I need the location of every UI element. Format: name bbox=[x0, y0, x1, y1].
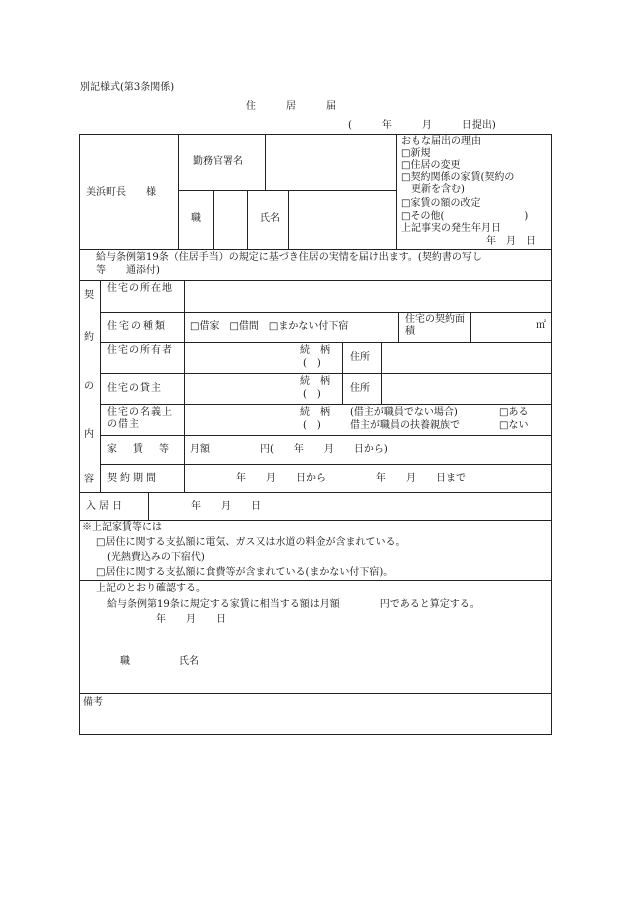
owner-address-field[interactable] bbox=[383, 344, 550, 372]
confirm-date[interactable]: 年 月 日 bbox=[156, 614, 226, 625]
rent-label: 家 賃 等 bbox=[107, 444, 172, 455]
office-label: 勤務官署名 bbox=[193, 156, 243, 167]
reason-other[interactable]: □その他( ) bbox=[401, 211, 529, 222]
lender-label: 住宅の貸主 bbox=[107, 383, 162, 394]
nominal-condition-2: 借主が職員の扶養親族で bbox=[350, 420, 460, 431]
owner-address-label: 住所 bbox=[350, 352, 370, 363]
form-label: 別記様式(第3条関係) bbox=[80, 82, 175, 93]
office-field[interactable] bbox=[266, 136, 395, 189]
remarks-label: 備考 bbox=[83, 697, 103, 708]
declaration-line2: 等 通添付) bbox=[96, 265, 160, 276]
move-in-date[interactable]: 年 月 日 bbox=[191, 501, 261, 512]
submit-date: ( 年 月 日提出) bbox=[348, 120, 496, 131]
move-in-label: 入居日 bbox=[86, 501, 125, 512]
note-meals[interactable]: □居住に関する支払額に食費等が含まれている(まかない付下宿)。 bbox=[96, 567, 394, 578]
area-unit: ㎡ bbox=[536, 320, 546, 331]
lender-relation-field[interactable]: ( ) bbox=[303, 389, 321, 400]
owner-relation-field[interactable]: ( ) bbox=[303, 358, 321, 369]
form-title: 住 居 届 bbox=[246, 101, 336, 112]
confirm-name-label: 氏名 bbox=[179, 656, 199, 667]
period-value[interactable]: 年 月 日から 年 月 日まで bbox=[236, 473, 466, 484]
location-label: 住宅の所在地 bbox=[107, 283, 173, 294]
name-field[interactable] bbox=[289, 192, 395, 248]
nominal-relation-field[interactable]: ( ) bbox=[303, 420, 321, 431]
reason-rent-revision[interactable]: □家賃の額の改定 bbox=[401, 198, 481, 209]
reason-new[interactable]: □新規 bbox=[401, 148, 431, 159]
nominal-label: 住宅の名義上の借主 bbox=[107, 407, 173, 430]
note-heading: ※上記家賃等には bbox=[82, 522, 162, 533]
location-field[interactable] bbox=[186, 282, 550, 311]
contract-label-1: 契 bbox=[84, 290, 94, 301]
contract-label-4: 内 bbox=[84, 429, 94, 440]
lender-address-field[interactable] bbox=[383, 375, 550, 403]
confirm-name-field[interactable] bbox=[210, 648, 410, 672]
contract-label-5: 容 bbox=[84, 474, 94, 485]
reason-contract[interactable]: □契約関係の家賃(契約の bbox=[401, 172, 515, 183]
nominal-option-yes[interactable]: □ある bbox=[499, 407, 529, 418]
confirm-line2: 給与条例第19条に規定する家賃に相当する額は月額 円であると算定する。 bbox=[107, 599, 480, 610]
declaration-line1: 給与条例第19条（住居手当）の規定に基づき住居の実情を届け出ます。(契約書の写し bbox=[86, 252, 482, 263]
owner-name-field[interactable] bbox=[186, 344, 296, 372]
reason-heading: おもな届出の理由 bbox=[401, 136, 481, 147]
name-label: 氏名 bbox=[260, 213, 280, 224]
rent-value[interactable]: 月額 円( 年 月 日から) bbox=[190, 444, 388, 455]
note-utilities-sub: (光熱費込みの下宿代) bbox=[107, 552, 205, 563]
type-label: 住宅の種類 bbox=[107, 321, 167, 332]
reason-contract-cont: 更新を含む) bbox=[401, 184, 465, 195]
confirm-position-label: 職 bbox=[120, 656, 130, 667]
owner-relation-label: 続 柄 bbox=[300, 345, 330, 356]
nominal-relation-label: 続 柄 bbox=[300, 407, 330, 418]
position-label: 職 bbox=[191, 213, 201, 224]
event-date-label: 上記事実の発生年月日 bbox=[401, 223, 501, 234]
contract-label-2: 約 bbox=[84, 332, 94, 343]
area-field[interactable] bbox=[472, 314, 534, 341]
period-label: 契約期間 bbox=[107, 473, 159, 484]
nominal-option-no[interactable]: □ない bbox=[499, 420, 529, 431]
contract-label-3: の bbox=[84, 381, 94, 392]
lender-name-field[interactable] bbox=[186, 375, 296, 403]
area-label: 住宅の契約面積 bbox=[405, 314, 465, 337]
confirm-line1: 上記のとおり確認する。 bbox=[96, 583, 206, 594]
addressee: 美浜町長 様 bbox=[86, 187, 156, 198]
nominal-name-field[interactable] bbox=[186, 406, 296, 434]
reason-change[interactable]: □住居の変更 bbox=[401, 160, 461, 171]
remarks-field[interactable] bbox=[81, 710, 550, 733]
lender-address-label: 住所 bbox=[350, 383, 370, 394]
position-field[interactable] bbox=[214, 192, 246, 248]
type-options[interactable]: □借家 □借間 □まかない付下宿 bbox=[190, 321, 349, 332]
event-date[interactable]: 年 月 日 bbox=[486, 236, 536, 247]
note-utilities[interactable]: □居住に関する支払額に電気、ガス又は水道の料金が含まれている。 bbox=[96, 537, 406, 548]
owner-label: 住宅の所有者 bbox=[107, 345, 173, 356]
lender-relation-label: 続 柄 bbox=[300, 376, 330, 387]
nominal-condition-1: (借主が職員でない場合) bbox=[350, 407, 458, 418]
